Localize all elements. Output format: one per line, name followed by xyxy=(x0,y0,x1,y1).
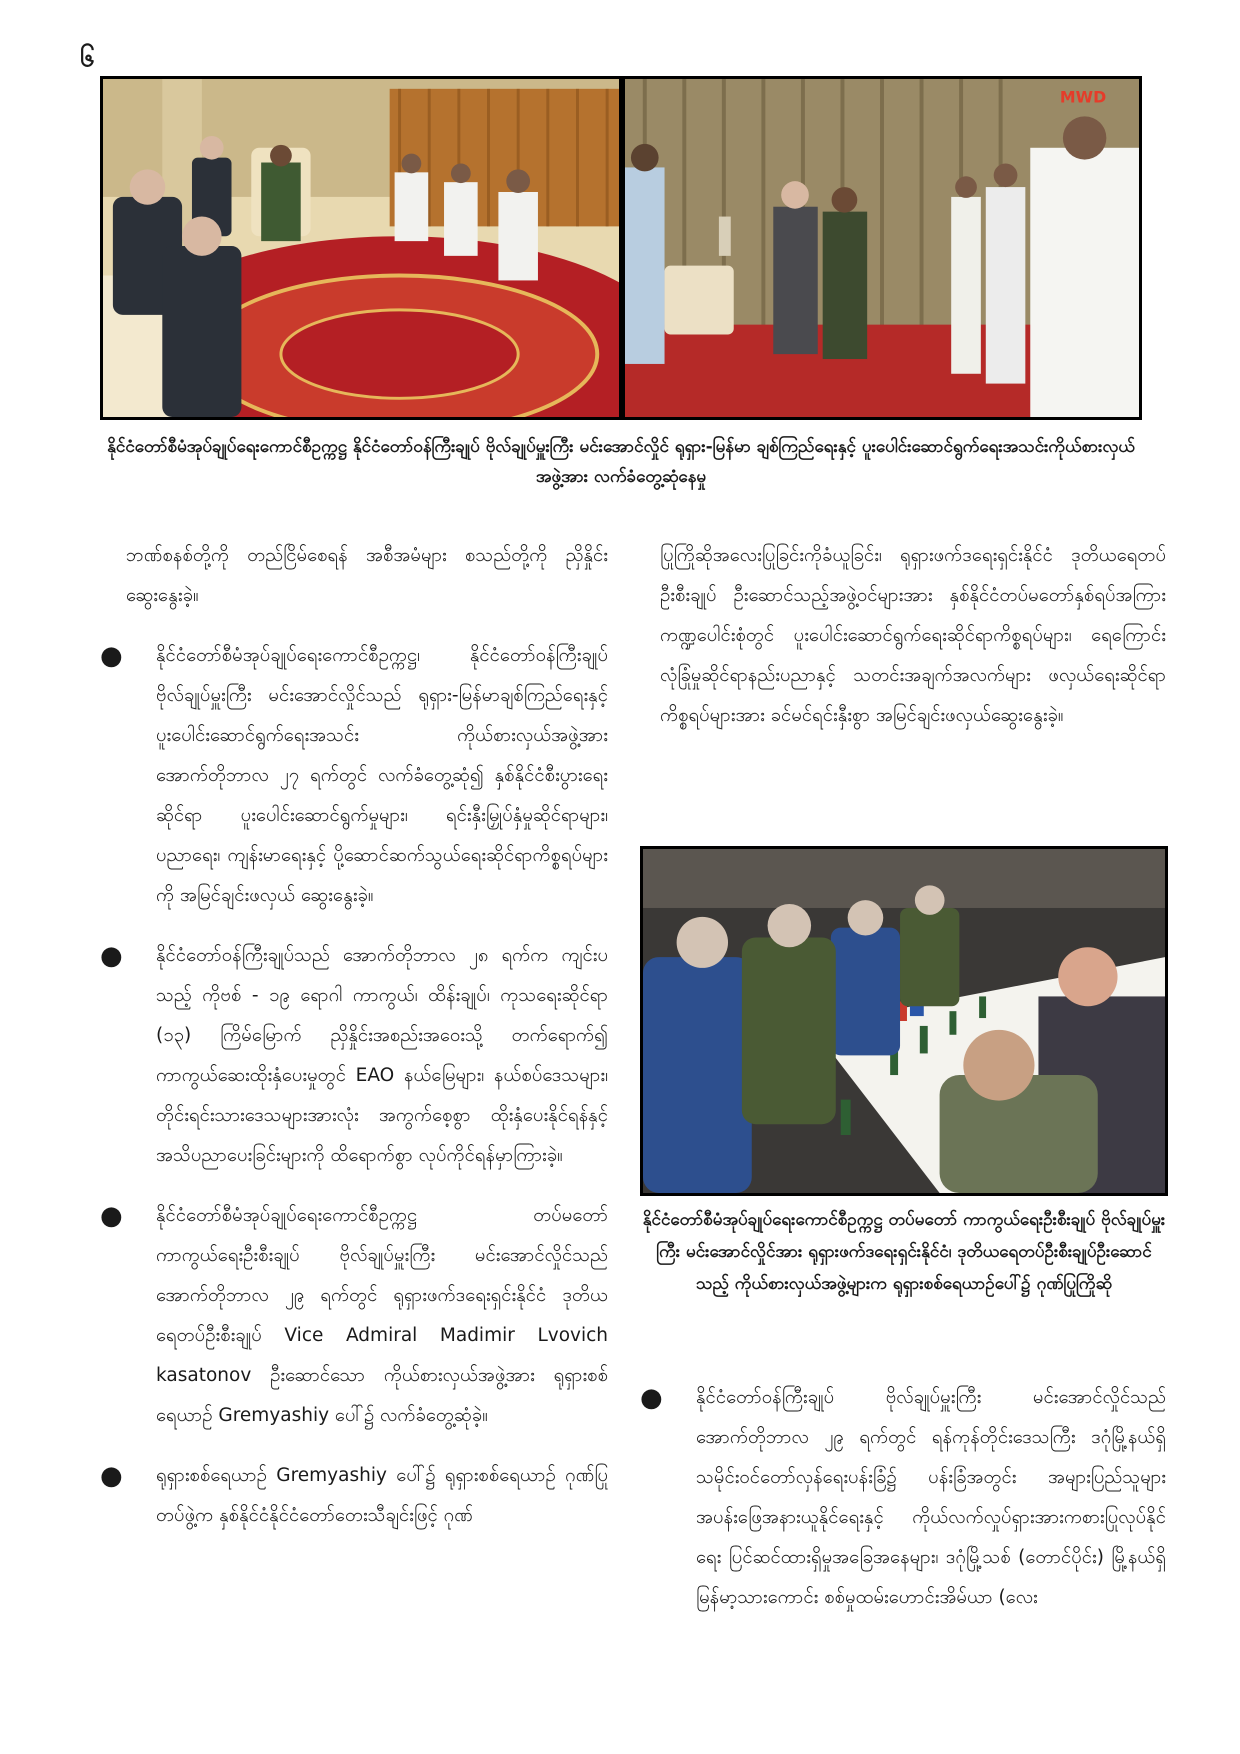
right-column-list xyxy=(640,1378,1166,1638)
list-item-text: ရုရှားစစ်ရေယာဉ် Gremyashiy ပေါ်၌ ရုရှားစစ်ရေယာဉ် ဂုဏ်ပြုတပ်ဖွဲ့က နှစ်နိုင်ငံနိုင်ငံတော်တေးသီချင်းဖြင့် ဂုဏ် xyxy=(156,1465,608,1526)
bullet-icon: ● xyxy=(100,941,123,971)
conference-table-photo-icon xyxy=(643,849,1165,1193)
list-item xyxy=(100,1196,608,1436)
list-item-text: နိုင်ငံတော်စီမံအုပ်ချုပ်ရေးကောင်စီဥက္ကဋ္ဌ၊ နိုင်ငံတော်ဝန်ကြီးချုပ် ဗိုလ်ချုပ်မှူးကြီး မင်းအောင်လှိုင်သည် ရုရှား-မြန်မာချစ်ကြည်ရေးနှင့် ပူးပေါင်းဆောင်ရွက်ရေးအသင်း ကိုယ်စားလှယ်အဖွဲ့အား အောက်တိုဘာလ ၂၇ ရက်တွင် လက်ခံတွေ့ဆုံ၍ နှစ်နိုင်ငံစီးပွားရေးဆိုင်ရာ ပူးပေါင်းဆောင်ရွက်မှုများ၊ ရင်းနှီးမြှုပ်နှံမှုဆိုင်ရာများ၊ ပညာရေး၊ ကျန်းမာရေးနှင့် ပို့ဆောင်ဆက်သွယ်ရေးဆိုင်ရာကိစ္စရပ်များကို အမြင်ချင်းဖလှယ် ဆွေးနွေးခဲ့။ xyxy=(156,645,608,906)
list-item xyxy=(100,1456,608,1536)
list-item xyxy=(640,1378,1166,1618)
bullet-icon: ● xyxy=(100,641,123,671)
page-number: ၆ xyxy=(80,43,95,73)
right-column-continuation xyxy=(660,536,1166,756)
handshake-photo-icon xyxy=(625,79,1139,417)
right-photo-caption: နိုင်ငံတော်စီမံအုပ်ချုပ်ရေးကောင်စီဥက္ကဋ္ဌ တပ်မတော် ကာကွယ်ရေးဦးစီးချုပ် ဗိုလ်ချုပ်မှူးကြီး မင်းအောင်လှိုင်အား ရုရှားဖက်ဒရေးရှင်းနိုင်ငံ၊ ဒုတိယရေတပ်ဦးစီးချုပ်ဦးဆောင်သည့် ကိုယ်စားလှယ်အဖွဲ့များက ရုရှားစစ်ရေယာဉ်ပေါ်၌ ဂုဏ်ပြုကြိုဆို xyxy=(642,1210,1166,1294)
meeting-photo xyxy=(100,76,622,420)
intro-paragraph: ဘဏ်စနစ်တို့ကို တည်ငြိမ်စေရန် အစီအမံများ စသည်တို့ကို ညှိနှိုင်းဆွေးနွေးခဲ့။ xyxy=(126,545,608,606)
list-item-text: နိုင်ငံတော်ဝန်ကြီးချုပ် ဗိုလ်ချုပ်မှူးကြီး မင်းအောင်လှိုင်သည် အောက်တိုဘာလ ၂၉ ရက်တွင် ရန်ကုန်တိုင်းဒေသကြီး ဒဂုံမြို့နယ်ရှိ သမိုင်းဝင်တော်လှန်ရေးပန်းခြံ၌ ပန်းခြံအတွင်း အများပြည်သူများ အပန်းဖြေအနားယူနိုင်ရေးနှင့် ကိုယ်လက်လှုပ်ရှားအားကစားပြုလုပ်နိုင်ရေး ပြင်ဆင်ထားရှိမှုအခြေအနေများ၊ ဒဂုံမြို့သစ် (တောင်ပိုင်း) မြို့နယ်ရှိ မြန်မာ့သားကောင်း စစ်မှုထမ်းဟောင်းအိမ်ယာ (လေး xyxy=(696,1387,1166,1608)
watermark-logo: MWD xyxy=(1059,87,1107,107)
bullet-icon: ● xyxy=(100,1461,123,1491)
conference-table-photo xyxy=(640,846,1168,1196)
top-photo-caption: နိုင်ငံတော်စီမံအုပ်ချုပ်ရေးကောင်စီဥက္ကဋ္ဌ နိုင်ငံတော်ဝန်ကြီးချုပ် ဗိုလ်ချုပ်မှူးကြီး မင်းအောင်လှိုင် ရုရှား-မြန်မာ ချစ်ကြည်ရေးနှင့် ပူးပေါင်းဆောင်ရွက်ရေးအသင်းကိုယ်စားလှယ်အဖွဲ့အား လက်ခံတွေ့ဆုံနေမှု xyxy=(107,437,1135,487)
handshake-photo xyxy=(622,76,1142,420)
meeting-photo-icon xyxy=(103,79,619,417)
continuation-paragraph: ပြုကြိုဆိုအလေးပြုခြင်းကိုခံယူခြင်း၊ ရုရှားဖက်ဒရေးရှင်းနိုင်ငံ ဒုတိယရေတပ်ဦးစီးချုပ် ဦးဆောင်သည့်အဖွဲ့ဝင်များအား နှစ်နိုင်ငံတပ်မတော်နှစ်ရပ်အကြား ကဏ္ဍပေါင်းစုံတွင် ပူးပေါင်းဆောင်ရွက်ရေးဆိုင်ရာကိစ္စရပ်များ၊ ရေကြောင်းလုံခြုံမှုဆိုင်ရာနည်းပညာနှင့် သတင်းအချက်အလက်များ ဖလှယ်ရေးဆိုင်ရာကိစ္စရပ်များအား ခင်မင်ရင်းနှီးစွာ အမြင်ချင်းဖလှယ်ဆွေးနွေးခဲ့။ xyxy=(660,545,1166,726)
bullet-icon: ● xyxy=(640,1383,663,1413)
list-item xyxy=(100,636,608,916)
bullet-icon: ● xyxy=(100,1201,123,1231)
list-item-text: နိုင်ငံတော်စီမံအုပ်ချုပ်ရေးကောင်စီဥက္ကဋ္ဌ တပ်မတော်ကာကွယ်ရေးဦးစီးချုပ် ဗိုလ်ချုပ်မှူးကြီး မင်းအောင်လှိုင်သည် အောက်တိုဘာလ ၂၉ ရက်တွင် ရုရှားဖက်ဒရေးရှင်းနိုင်ငံ ဒုတိယရေတပ်ဦးစီးချုပ် Vice Admiral Madimir Lvovich kasatonov ဦးဆောင်သော ကိုယ်စားလှယ်အဖွဲ့အား ရုရှားစစ်ရေယာဉ် Gremyashiy ပေါ်၌ လက်ခံတွေ့ဆုံခဲ့။ xyxy=(156,1205,608,1426)
left-column xyxy=(100,536,608,1556)
list-item xyxy=(100,936,608,1176)
list-item-text: နိုင်ငံတော်ဝန်ကြီးချုပ်သည် အောက်တိုဘာလ ၂၈ ရက်က ကျင်းပသည့် ကိုဗစ် - ၁၉ ရောဂါ ကာကွယ်၊ ထိန်းချုပ်၊ ကုသရေးဆိုင်ရာ (၁၃) ကြိမ်မြောက် ညှိနှိုင်းအစည်းအဝေးသို့ တက်ရောက်၍ ကာကွယ်ဆေးထိုးနှံပေးမှုတွင် EAO နယ်မြေများ၊ နယ်စပ်ဒေသများ၊ တိုင်းရင်းသားဒေသများအားလုံး အကွက်စေ့စွာ ထိုးနှံပေးနိုင်ရန်နှင့် အသိပညာပေးခြင်းများကို ထိရောက်စွာ လုပ်ကိုင်ရန်မှာကြားခဲ့။ xyxy=(156,945,608,1166)
